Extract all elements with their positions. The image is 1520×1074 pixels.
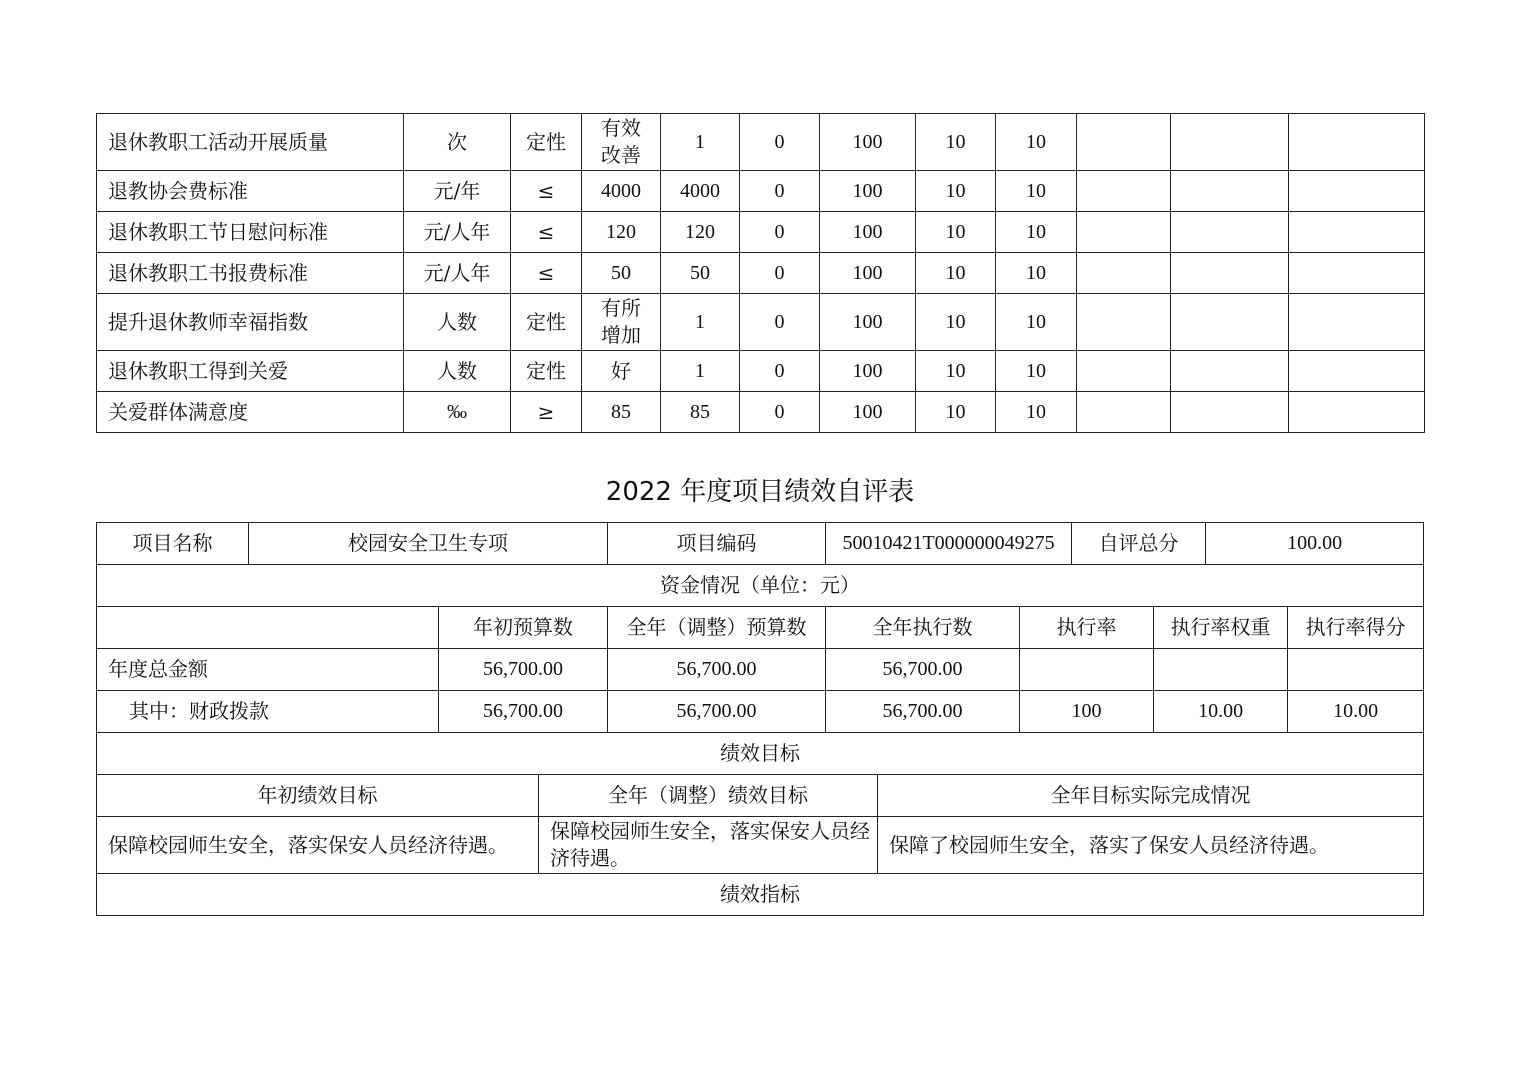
execution-score [1288, 649, 1424, 691]
goals-header: 绩效目标 [97, 733, 1424, 775]
empty-cell [1289, 114, 1425, 171]
column-header: 全年（调整）预算数 [608, 607, 826, 649]
indicator-rate: 100 [820, 392, 916, 433]
indicator-operator: ≥ [511, 392, 582, 433]
empty-cell [1171, 253, 1289, 294]
indicator-actual: 50 [661, 253, 740, 294]
column-header: 执行率 [1020, 607, 1154, 649]
empty-cell [1077, 253, 1171, 294]
goal-column-header: 全年（调整）绩效目标 [539, 775, 878, 817]
project-name-label: 项目名称 [97, 523, 249, 565]
indicator-rate: 100 [820, 351, 916, 392]
target-line: 有所 [601, 296, 641, 320]
table-row [97, 392, 1425, 433]
indicator-deviation: 0 [740, 392, 820, 433]
executed-amount: 56,700.00 [826, 649, 1020, 691]
indicator-operator: 定性 [511, 351, 582, 392]
table-row [97, 114, 1425, 171]
column-header: 全年执行数 [826, 607, 1020, 649]
indicator-score: 10 [996, 253, 1077, 294]
target-line: 有效 [601, 116, 641, 140]
target-line: 改善 [601, 143, 641, 167]
column-header: 年初预算数 [439, 607, 608, 649]
indicator-actual: 1 [661, 114, 740, 171]
indicator-weight: 10 [916, 351, 996, 392]
indicator-unit: ‰ [404, 392, 511, 433]
indicator-operator: ≤ [511, 171, 582, 212]
adjusted-goal: 保障校园师生安全，落实保安人员经济待遇。 [539, 817, 878, 874]
empty-cell [1289, 212, 1425, 253]
indicator-target: 好 [582, 351, 661, 392]
indicator-rate: 100 [820, 253, 916, 294]
executed-amount: 56,700.00 [826, 691, 1020, 733]
indicator-actual: 1 [661, 294, 740, 351]
indicator-name: 退休教职工书报费标准 [97, 253, 404, 294]
table-row [97, 212, 1425, 253]
indicator-weight: 10 [916, 294, 996, 351]
empty-cell [1077, 171, 1171, 212]
indicator-score: 10 [996, 392, 1077, 433]
table-row [97, 691, 1424, 733]
adjusted-budget: 56,700.00 [608, 649, 826, 691]
indicator-score: 10 [996, 114, 1077, 171]
indicator-score: 10 [996, 294, 1077, 351]
indicator-actual: 1 [661, 351, 740, 392]
fund-row-label: 年度总金额 [97, 649, 439, 691]
empty-cell [1171, 114, 1289, 171]
indicator-weight: 10 [916, 253, 996, 294]
indicator-target: 50 [582, 253, 661, 294]
empty-cell [1077, 114, 1171, 171]
self-evaluation-table [96, 522, 1424, 916]
indicator-deviation: 0 [740, 171, 820, 212]
indicator-actual: 85 [661, 392, 740, 433]
execution-weight: 10.00 [1154, 691, 1288, 733]
initial-budget: 56,700.00 [439, 649, 608, 691]
execution-weight [1154, 649, 1288, 691]
indicator-target [582, 114, 661, 171]
indicator-operator: ≤ [511, 253, 582, 294]
table-row [97, 351, 1425, 392]
indicator-name: 退休教职工节日慰问标准 [97, 212, 404, 253]
goal-values-row [97, 817, 1424, 874]
indicator-weight: 10 [916, 392, 996, 433]
indicator-actual: 4000 [661, 171, 740, 212]
empty-cell [97, 607, 439, 649]
indicator-operator: 定性 [511, 294, 582, 351]
funds-header-row [97, 565, 1424, 607]
empty-cell [1171, 212, 1289, 253]
empty-cell [1171, 171, 1289, 212]
indicator-score: 10 [996, 171, 1077, 212]
indicator-deviation: 0 [740, 253, 820, 294]
indicator-name: 退休教职工活动开展质量 [97, 114, 404, 171]
indicator-operator: ≤ [511, 212, 582, 253]
indicator-score: 10 [996, 212, 1077, 253]
indicator-table [96, 113, 1425, 433]
indicator-deviation: 0 [740, 351, 820, 392]
table-row [97, 171, 1425, 212]
indicator-name: 关爱群体满意度 [97, 392, 404, 433]
project-name: 校园安全卫生专项 [249, 523, 608, 565]
project-code: 50010421T000000049275 [826, 523, 1072, 565]
indicator-deviation: 0 [740, 212, 820, 253]
indicator-unit: 元/年 [404, 171, 511, 212]
project-info-row [97, 523, 1424, 565]
indicator-weight: 10 [916, 171, 996, 212]
table-row [97, 649, 1424, 691]
indicator-rate: 100 [820, 171, 916, 212]
indicator-unit: 人数 [404, 294, 511, 351]
adjusted-budget: 56,700.00 [608, 691, 826, 733]
empty-cell [1289, 253, 1425, 294]
indicator-deviation: 0 [740, 114, 820, 171]
actual-completion: 保障了校园师生安全，落实了保安人员经济待遇。 [878, 817, 1424, 874]
indicator-name: 退教协会费标准 [97, 171, 404, 212]
funds-header: 资金情况（单位：元） [97, 565, 1424, 607]
initial-budget: 56,700.00 [439, 691, 608, 733]
indicator-target: 120 [582, 212, 661, 253]
table-row [97, 253, 1425, 294]
indicator-deviation: 0 [740, 294, 820, 351]
indicator-rate: 100 [820, 212, 916, 253]
total-score-label: 自评总分 [1072, 523, 1206, 565]
form-title: 2022 年度项目绩效自评表 [605, 477, 915, 507]
indicator-rate: 100 [820, 114, 916, 171]
empty-cell [1077, 294, 1171, 351]
empty-cell [1077, 212, 1171, 253]
fund-row-label: 其中：财政拨款 [97, 691, 439, 733]
indicator-weight: 10 [916, 212, 996, 253]
indicator-target: 85 [582, 392, 661, 433]
indicator-unit: 元/人年 [404, 253, 511, 294]
fund-columns-row [97, 607, 1424, 649]
indicator-weight: 10 [916, 114, 996, 171]
goal-column-header: 全年目标实际完成情况 [878, 775, 1424, 817]
indicator-rate: 100 [820, 294, 916, 351]
initial-goal: 保障校园师生安全，落实保安人员经济待遇。 [97, 817, 539, 874]
empty-cell [1077, 351, 1171, 392]
indicator-name: 提升退休教师幸福指数 [97, 294, 404, 351]
indicator-actual: 120 [661, 212, 740, 253]
indicator-target: 4000 [582, 171, 661, 212]
indicators-header: 绩效指标 [97, 874, 1424, 916]
empty-cell [1077, 392, 1171, 433]
execution-rate [1020, 649, 1154, 691]
execution-score: 10.00 [1288, 691, 1424, 733]
indicator-score: 10 [996, 351, 1077, 392]
column-header: 执行率权重 [1154, 607, 1288, 649]
empty-cell [1171, 392, 1289, 433]
empty-cell [1289, 392, 1425, 433]
empty-cell [1289, 171, 1425, 212]
indicator-unit: 人数 [404, 351, 511, 392]
table-row [97, 294, 1425, 351]
indicator-target [582, 294, 661, 351]
empty-cell [1289, 294, 1425, 351]
goal-column-header: 年初绩效目标 [97, 775, 539, 817]
empty-cell [1171, 294, 1289, 351]
indicator-operator: 定性 [511, 114, 582, 171]
total-score: 100.00 [1206, 523, 1424, 565]
indicator-name: 退休教职工得到关爱 [97, 351, 404, 392]
goal-columns-row [97, 775, 1424, 817]
project-code-label: 项目编码 [608, 523, 826, 565]
execution-rate: 100 [1020, 691, 1154, 733]
column-header: 执行率得分 [1288, 607, 1424, 649]
empty-cell [1289, 351, 1425, 392]
indicators-header-row [97, 874, 1424, 916]
goals-header-row [97, 733, 1424, 775]
empty-cell [1171, 351, 1289, 392]
indicator-unit: 次 [404, 114, 511, 171]
indicator-unit: 元/人年 [404, 212, 511, 253]
target-line: 增加 [601, 323, 641, 347]
